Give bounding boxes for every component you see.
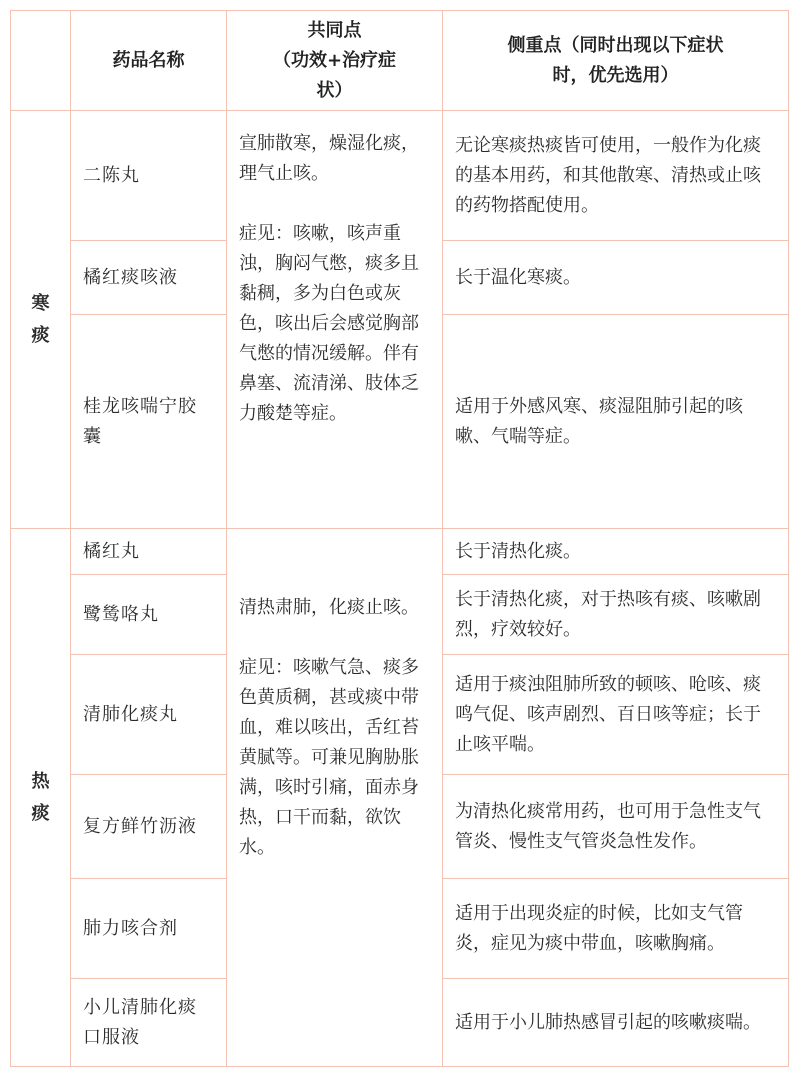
drug-focus: 适用于痰浊阻肺所致的顿咳、呛咳、痰鸣气促、咳声剧烈、百日咳等症；长于止咳平喘。 xyxy=(443,655,789,775)
hot-common-effect: 清热肃肺，化痰止咳。 xyxy=(239,597,419,618)
drug-focus: 长于温化寒痰。 xyxy=(443,241,789,315)
drug-name: 橘红丸 xyxy=(71,529,227,575)
header-common-points xyxy=(227,11,443,111)
drug-focus: 适用于出现炎症的时候，比如支气管炎，症见为痰中带血，咳嗽胸痛。 xyxy=(443,879,789,979)
medicine-table xyxy=(10,10,789,1067)
header-drug-name: 药品名称 xyxy=(71,11,227,111)
header-common-line-2: （功效+治疗症 xyxy=(272,49,397,71)
table-row xyxy=(11,111,789,241)
header-common-line-3: 状） xyxy=(316,79,353,101)
drug-name: 桂龙咳喘宁胶囊 xyxy=(71,315,227,529)
drug-focus: 适用于小儿肺热感冒引起的咳嗽痰喘。 xyxy=(443,979,789,1067)
header-focus-points xyxy=(443,11,789,111)
drug-focus: 适用于外感风寒、痰湿阻肺引起的咳嗽、气喘等症。 xyxy=(443,315,789,529)
group-label-hot-char-2: 痰 xyxy=(31,802,50,824)
cold-common-effect: 宣肺散寒，燥湿化痰，理气止咳。 xyxy=(239,133,419,184)
header-common-line-1: 共同点 xyxy=(307,19,362,41)
cold-common-symptoms: 症见：咳嗽，咳声重浊，胸闷气憋，痰多且黏稠，多为白色或灰色，咳出后会感觉胸部气憋的情况缓解。伴有鼻塞、流清涕、肢体乏力酸楚等症。 xyxy=(239,223,419,424)
table-row xyxy=(11,529,789,575)
header-blank xyxy=(11,11,71,111)
drug-focus: 无论寒痰热痰皆可使用，一般作为化痰的基本用药，和其他散寒、清热或止咳的药物搭配使用。 xyxy=(443,111,789,241)
hot-common-points xyxy=(227,529,443,1067)
drug-name: 小儿清肺化痰口服液 xyxy=(71,979,227,1067)
group-label-cold-char-1: 寒 xyxy=(31,292,50,314)
group-label-hot-char-1: 热 xyxy=(31,770,50,792)
drug-name: 鹭鸶咯丸 xyxy=(71,575,227,655)
drug-name: 肺力咳合剂 xyxy=(71,879,227,979)
header-focus-line-2: 时，优先选用） xyxy=(552,64,679,86)
drug-focus: 长于清热化痰，对于热咳有痰、咳嗽剧烈，疗效较好。 xyxy=(443,575,789,655)
hot-common-symptoms: 症见：咳嗽气急、痰多色黄质稠，甚或痰中带血，难以咳出，舌红苔黄腻等。可兼见胸胁胀满，咳时引痛，面赤身热，口干而黏，欲饮水。 xyxy=(239,657,419,858)
group-label-hot xyxy=(11,529,71,1067)
drug-name: 复方鲜竹沥液 xyxy=(71,775,227,879)
drug-name: 橘红痰咳液 xyxy=(71,241,227,315)
header-focus-line-1: 侧重点（同时出现以下症状 xyxy=(507,34,724,56)
cold-common-points xyxy=(227,111,443,529)
group-label-cold-char-2: 痰 xyxy=(31,324,50,346)
drug-focus: 长于清热化痰。 xyxy=(443,529,789,575)
drug-name: 二陈丸 xyxy=(71,111,227,241)
group-label-cold xyxy=(11,111,71,529)
drug-name: 清肺化痰丸 xyxy=(71,655,227,775)
header-row xyxy=(11,11,789,111)
drug-focus: 为清热化痰常用药，也可用于急性支气管炎、慢性支气管炎急性发作。 xyxy=(443,775,789,879)
